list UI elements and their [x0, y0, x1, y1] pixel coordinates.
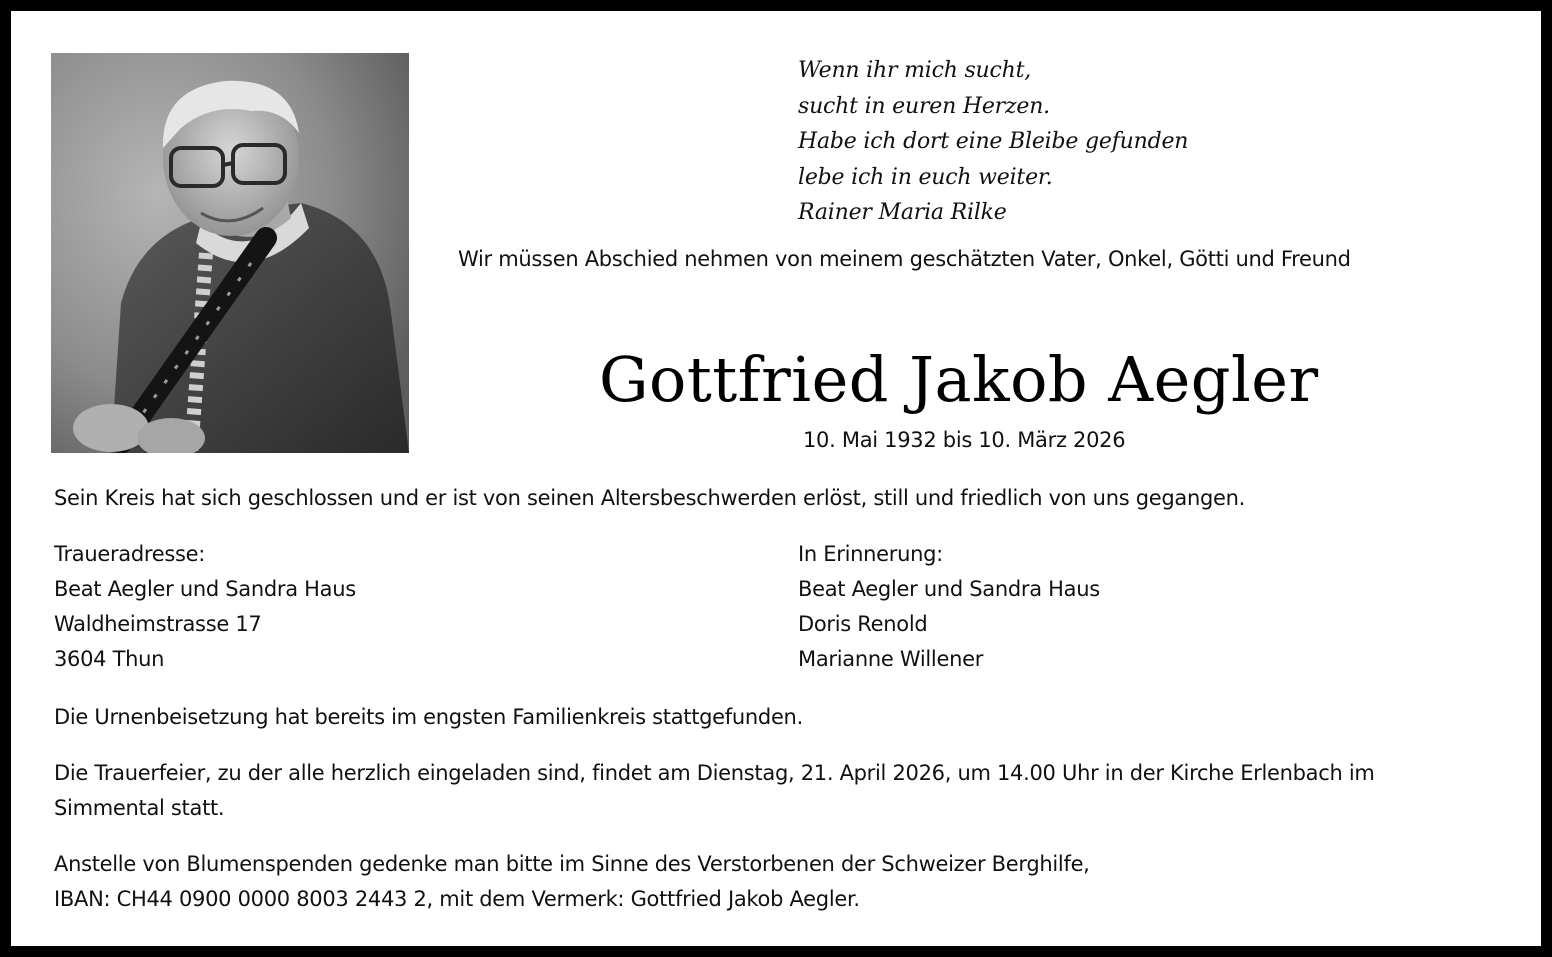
in-memory-line: Doris Renold: [798, 612, 928, 636]
mourning-address-line: Beat Aegler und Sandra Haus: [54, 577, 356, 601]
poem: [798, 53, 1188, 231]
portrait-photo: [51, 53, 409, 453]
ceremony-paragraph: [54, 756, 1524, 826]
burial-paragraph: [54, 700, 803, 735]
ceremony-text-line: Die Trauerfeier, zu der alle herzlich eingeladen sind, findet am Dienstag, 21. April 2026, um 14.00 Uhr in der Kirche Erlenbach im: [54, 761, 1375, 785]
poem-line: sucht in euren Herzen.: [798, 93, 1050, 119]
farewell-line: Wir müssen Abschied nehmen von meinem geschätzten Vater, Onkel, Götti und Freund: [458, 247, 1351, 271]
donation-paragraph: [54, 847, 1090, 917]
life-dates: 10. Mai 1932 bis 10. März 2026: [803, 428, 1126, 452]
ceremony-text-line: Simmental statt.: [54, 796, 225, 820]
in-memory-line: Marianne Willener: [798, 647, 984, 671]
deceased-name: Gottfried Jakob Aegler: [599, 343, 1319, 416]
donation-iban-line: IBAN: CH44 0900 0000 8003 2443 2, mit dem Vermerk: Gottfried Jakob Aegler.: [54, 887, 860, 911]
poem-line: Habe ich dort eine Bleibe gefunden: [798, 129, 1189, 154]
in-memory-heading: In Erinnerung:: [798, 542, 943, 566]
poem-line: Wenn ihr mich sucht,: [798, 58, 1032, 83]
burial-text: Die Urnenbeisetzung hat bereits im engsten Familienkreis stattgefunden.: [54, 705, 803, 729]
in-memory: [798, 537, 1100, 677]
mourning-address-line: Waldheimstrasse 17: [54, 612, 262, 636]
intro-paragraph: [54, 481, 1245, 516]
poem-author: Rainer Maria Rilke: [798, 200, 1007, 225]
donation-text-line: Anstelle von Blumenspenden gedenke man bitte im Sinne des Verstorbenen der Schweizer Berghilfe,: [54, 852, 1090, 876]
mourning-address: [54, 537, 356, 677]
in-memory-line: Beat Aegler und Sandra Haus: [798, 577, 1100, 601]
intro-text: Sein Kreis hat sich geschlossen und er ist von seinen Altersbeschwerden erlöst, still und friedlich von uns gegangen.: [54, 486, 1246, 510]
mourning-address-line: 3604 Thun: [54, 647, 165, 671]
mourning-address-heading: Traueradresse:: [54, 542, 206, 566]
poem-line: lebe ich in euch weiter.: [798, 164, 1053, 190]
